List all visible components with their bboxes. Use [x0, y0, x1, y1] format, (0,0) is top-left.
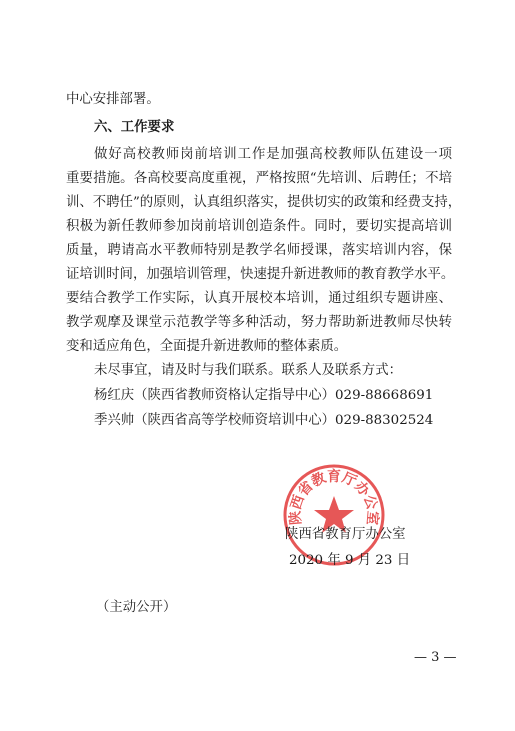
issue-date: 2020 年 9 月 23 日 [289, 553, 411, 568]
body-line-4: 重要措施。各高校要高度重视，严格按照“先培训、后聘任；不培 [66, 171, 452, 186]
body-line-7: 质量，聘请高水平教师特别是教学名师授课，落实培训内容，保 [66, 243, 452, 258]
body-line-6: 积极为新任教师参加岗前培训创造条件。同时，要切实提高培训 [66, 219, 452, 234]
body-line-8: 证培训时间，加强培训管理，快速提升新进教师的教育教学水平。 [66, 267, 455, 282]
body-line-1: 中心安排部署。 [66, 92, 160, 107]
issuer: 陕西省教育厅办公室 [285, 527, 406, 542]
body-line-11: 变和适应角色，全面提升新进教师的整体素质。 [66, 339, 348, 354]
contact-yang: 杨红庆（陕西省教师资格认定指导中心）029-88668691 [94, 388, 434, 403]
section-heading: 六、工作要求 [94, 120, 175, 135]
body-line-3: 做好高校教师岗前培训工作是加强高校教师队伍建设一项 [94, 147, 452, 162]
page-number: — 3 — [414, 650, 457, 665]
contact-ji: 季兴帅（陕西省高等学校师资培训中心）029-88302524 [94, 413, 434, 428]
seal-arc-text: 陕西省教育厅办公室 [287, 468, 381, 526]
body-line-5: 训、不聘任”的原则，认真组织落实，提供切实的政策和经费支持， [66, 195, 462, 210]
body-line-10: 教学观摩及课堂示范教学等多种活动，努力帮助新进教师尽快转 [66, 315, 452, 330]
body-line-9: 要结合教学工作实际，认真开展校本培训，通过组织专题讲座、 [66, 291, 452, 306]
contact-intro: 未尽事宜，请及时与我们联系。联系人及联系方式： [94, 363, 402, 378]
disclosure-note: （主动公开） [96, 600, 177, 615]
